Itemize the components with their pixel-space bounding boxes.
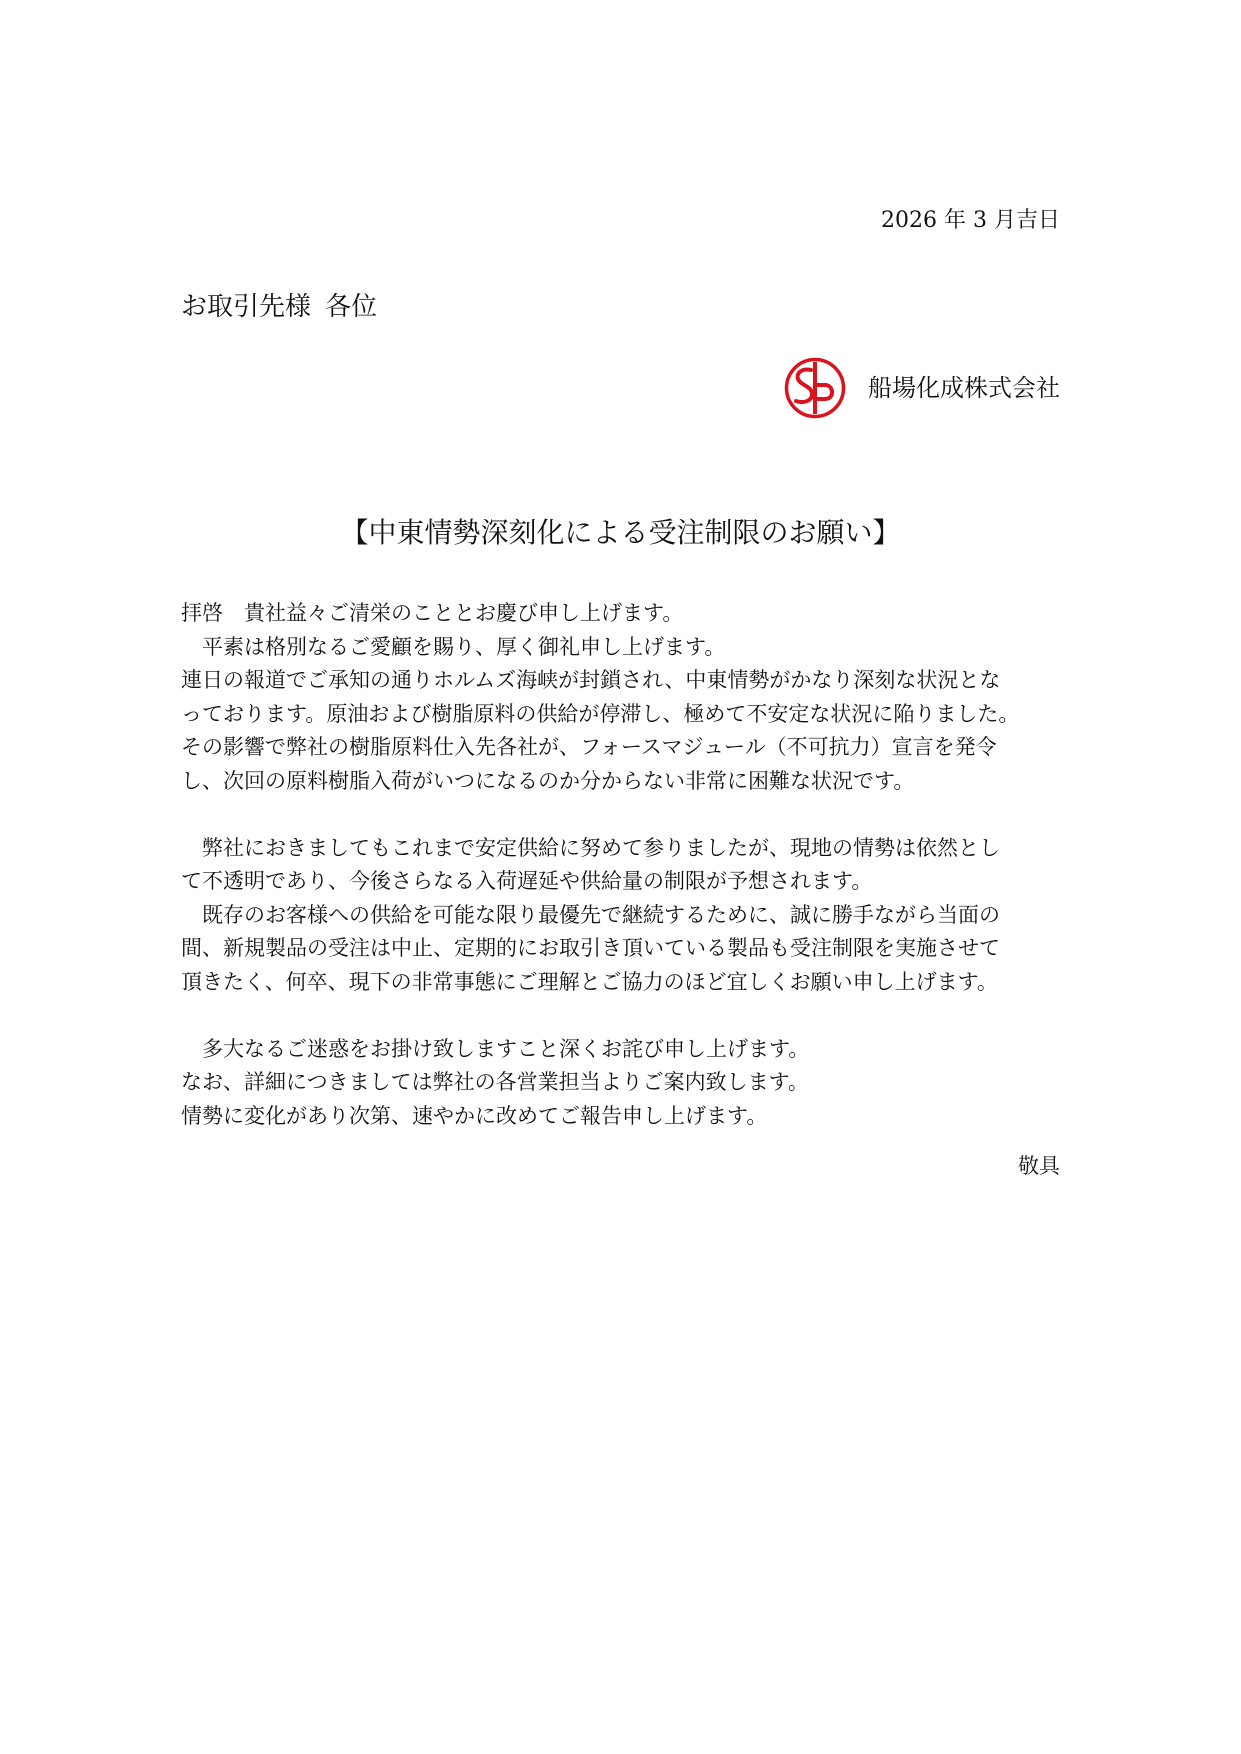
body-line: し、次回の原料樹脂入荷がいつになるのか分からない非常に困難な状況です。 — [181, 768, 915, 793]
body-line: 既存のお客様への供給を可能な限り最優先で継続するために、誠に勝手ながら当面の — [202, 902, 1000, 927]
body-line: その影響で弊社の樹脂原料仕入先各社が、フォースマジュール（不可抗力）宣言を発令 — [181, 735, 997, 759]
body-line: 情勢に変化があり次第、速やかに改めてご報告申し上げます。 — [181, 1103, 768, 1128]
sender-block — [784, 355, 1060, 421]
body-line: 拝啓 貴社益々ご清栄のこととお慶び申し上げます。 — [181, 601, 684, 625]
letter-date: 2026 年 3 月吉日 — [881, 208, 1060, 233]
letter-title: 【中東情勢深刻化による受注制限のお願い】 — [340, 516, 901, 549]
company-logo — [784, 357, 846, 419]
letter-body — [181, 597, 1061, 1133]
paragraph-gap — [181, 798, 1061, 832]
body-line: 連日の報道でご承知の通りホルムズ海峡が封鎖され、中東情勢がかなり深刻な状況とな — [181, 668, 1001, 692]
body-line: 平素は格別なるご愛顧を賜り、厚く御礼申し上げます。 — [202, 634, 726, 659]
recipient-line — [181, 289, 377, 325]
body-line: 弊社におきましてもこれまで安定供給に努めて参りましたが、現地の情勢は依然とし — [202, 835, 1000, 860]
closing-word: 敬具 — [1018, 1154, 1060, 1178]
body-line: 間、新規製品の受注は中止、定期的にお取引き頂いている製品も受注制限を実施させて — [181, 936, 1000, 960]
body-line: っております。原油および樹脂原料の供給が停滞し、極めて不安定な状況に陥りました。 — [181, 701, 1020, 726]
body-line: 多大なるご迷惑をお掛け致しますこと深くお詫び申し上げます。 — [202, 1036, 810, 1061]
body-line: なお、詳細につきましては弊社の各営業担当よりご案内致します。 — [181, 1070, 809, 1094]
body-line: 頂きたく、何卒、現下の非常事態にご理解とご協力のほど宜しくお願い申し上げます。 — [181, 969, 998, 994]
recipient-suffix: 各位 — [325, 292, 378, 322]
recipient-company: お取引先様 — [181, 292, 312, 322]
company-name: 船場化成株式会社 — [868, 374, 1060, 402]
body-line: て不透明であり、今後さらなる入荷遅延や供給量の制限が予想されます。 — [181, 869, 873, 893]
paragraph-gap — [181, 999, 1061, 1033]
